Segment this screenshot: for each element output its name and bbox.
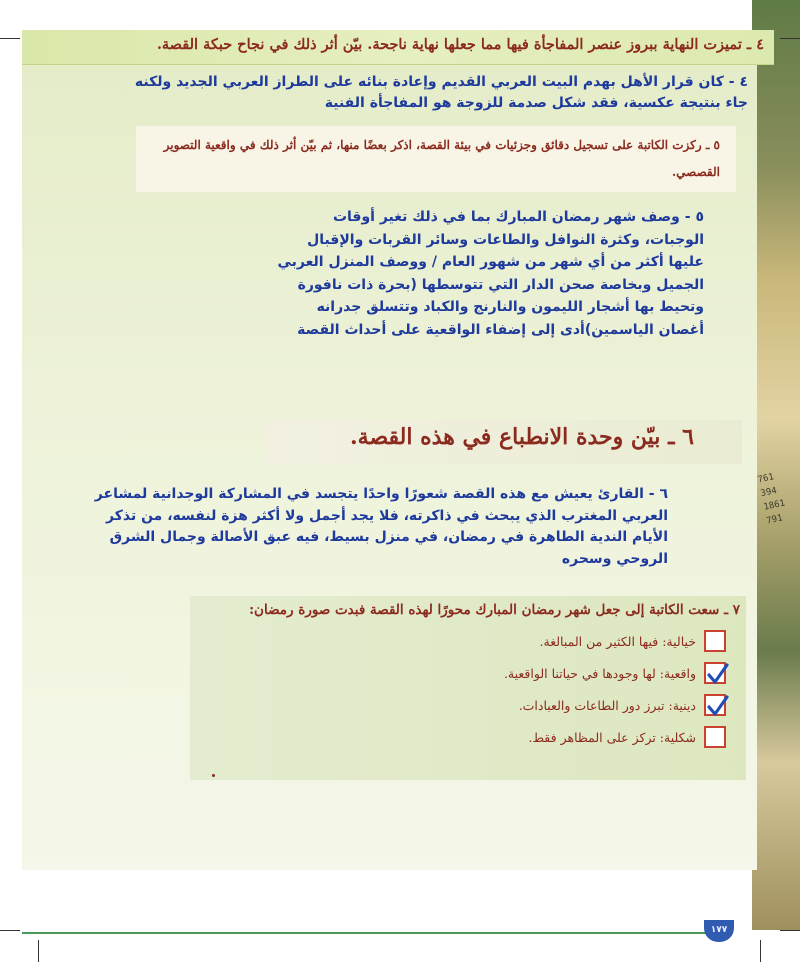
question-6-box — [268, 420, 742, 464]
strip-text: 761 394 1861 791 — [756, 472, 787, 527]
checkbox-checked-icon[interactable] — [704, 662, 726, 684]
option-2-label: واقعية: لها وجودها في حياتنا الواقعية. — [503, 665, 696, 681]
option-4[interactable] — [528, 724, 726, 750]
question-6-text: ٦ ـ بيّن وحدة الانطباع في هذه القصة. — [350, 424, 694, 450]
checkmark-icon — [704, 659, 730, 687]
crop-mark — [780, 930, 800, 931]
checkbox-unchecked-icon[interactable] — [704, 630, 726, 652]
side-photo-strip — [752, 0, 800, 930]
option-2[interactable] — [504, 660, 726, 686]
crop-mark — [0, 38, 20, 39]
option-1-label: خيالية: فيها الكثير من المبالغة. — [539, 633, 696, 649]
question-7-title: ٧ ـ سعت الكاتبة إلى جعل شهر رمضان المبارك محورًا لهذه القصة فبدت صورة رمضان: — [249, 602, 740, 618]
answer-4: ٤ - كان قرار الأهل بهدم البيت العربي القديم وإعادة بنائه على الطراز العربي الجديد ولكنه جاء بنتيجة عكسية، فقد شكل صدمة للزوجة هو المفاجأة الفنية — [134, 74, 748, 111]
checkmark-icon — [704, 691, 730, 719]
option-3[interactable] — [519, 692, 726, 718]
checkbox-unchecked-icon[interactable] — [704, 726, 726, 748]
option-4-label: شكلية: تركز على المظاهر فقط. — [528, 729, 696, 745]
crop-mark — [0, 930, 20, 931]
page-number-badge: ١٧٧ — [704, 920, 734, 942]
crop-mark — [38, 940, 39, 962]
checkbox-checked-icon[interactable] — [704, 694, 726, 716]
question-5: ٥ ـ ركزت الكاتبة على تسجيل دقائق وجزئيات في بيئة القصة، اذكر بعضًا منها، ثم بيّن أثر ذلك في واقعية التصوير القصصي. — [136, 126, 736, 192]
option-3-label: دينية: تبرز دور الطاعات والعبادات. — [518, 697, 696, 713]
crop-mark — [760, 940, 761, 962]
answer-6: ٦ - القارئ يعيش مع هذه القصة شعورًا واحدًا يتجسد في المشاركة الوجدانية لمشاعر العربي المغترب الذي يبحث في ذاكرته، فلا يجد أجمل ولا أكثر هزة لنفسه، من تذكر الأيام الندية الطاهرة في رمضان، في منزل بسيط، فيه عبق الأصالة وجمال الشرق الروحي وسحره — [94, 486, 668, 567]
option-1[interactable] — [540, 628, 726, 654]
question-4-banner — [22, 30, 774, 65]
question-4-text: ٤ ـ تميزت النهاية ببروز عنصر المفاجأة فيها مما جعلها نهاية ناجحة. بيّن أثر ذلك في نجاح حبكة القصة. — [156, 36, 764, 53]
stray-dot — [212, 774, 215, 777]
footer-rule — [22, 932, 724, 934]
question-7-box — [190, 596, 746, 780]
answer-5: ٥ - وصف شهر رمضان المبارك بما في ذلك تغير أوقات الوجبات، وكثرة النوافل والطاعات وسائر القربات والإقبال عليها أكثر من أي شهر من شهور العام / ووصف المنزل العربي الجميل وبخاصة صحن الدار التي تتوسطها (بحرة ذات نافورة وتحيط بها أشجار الليمون والنارنج والكباد وتتسلق جدرانه أغصان الياسمين)أدى إلى إضفاء الواقعية على أحداث القصة — [277, 209, 704, 338]
crop-mark — [780, 38, 800, 39]
